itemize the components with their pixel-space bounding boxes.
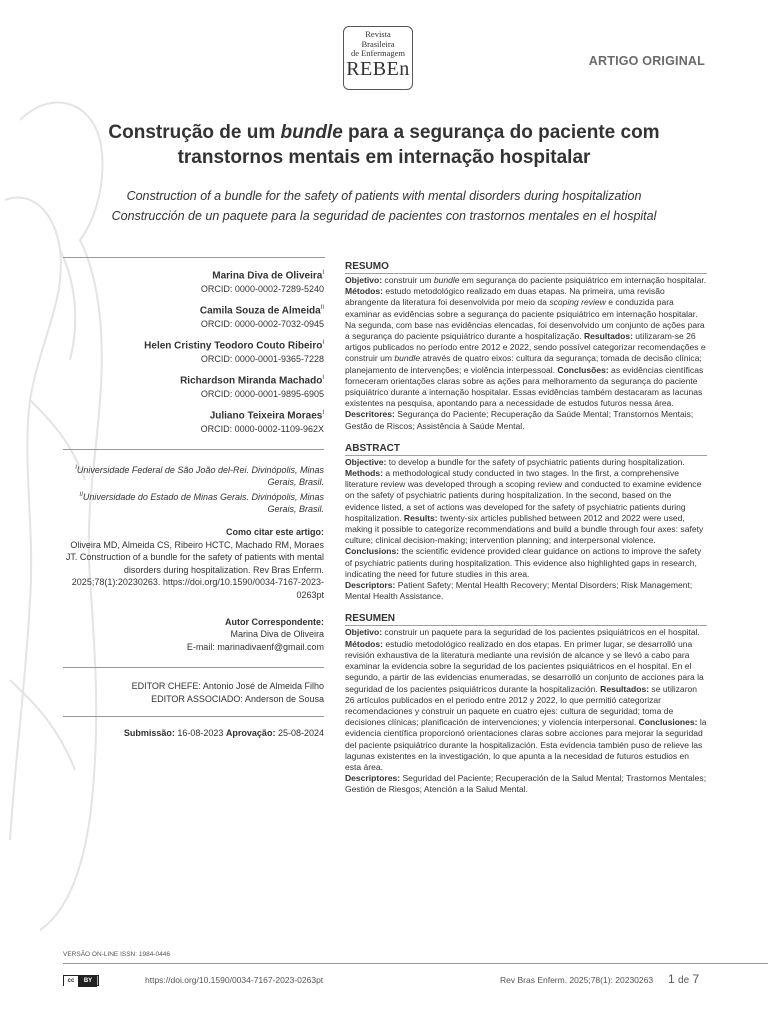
section-rule: [345, 455, 707, 456]
author-affil-mark: II: [320, 304, 324, 311]
author-name: [63, 336, 324, 353]
page-of: de: [678, 975, 690, 986]
subtitles: [60, 186, 708, 226]
footer-citation: Rev Bras Enferm. 2025;78(1): 20230263: [500, 975, 654, 985]
affiliation: [63, 489, 324, 516]
text: Patient Safety; Mental Health Recovery; Mental Disorders; Risk Management; Mental Health Assistance.: [345, 580, 693, 602]
abstract-heading: ABSTRACT: [345, 442, 400, 454]
italic-term: bundle: [394, 353, 421, 364]
logo-line-3: de Enfermagem: [350, 48, 406, 58]
label: Conclusiones:: [638, 717, 698, 728]
label: Objetivo:: [345, 275, 383, 285]
author-name-text: Marina Diva de Oliveira: [212, 270, 323, 282]
author-orcid[interactable]: ORCID: 0000-0001-9365-7228: [200, 354, 324, 365]
text: estudio metodológico realizado en dos etapas. En primer lugar, se desarrolló una revisión exhaustiva de la literatura mediante una revisión de alcance y se llevó a cabo para examinar la evidencia sobre la seguridad de los pacientes psiquiátricos en el hospital. En el segundo, a partir de las evidencias enumeradas, se desarrolló un conjunto de acciones para la seguridad de los pacientes psiquiátricos durante la hospitalización.: [345, 638, 704, 694]
citation-label: Como citar este artigo:: [225, 526, 324, 537]
left-divider: [63, 257, 325, 258]
abstract-section: [345, 442, 707, 603]
author-entry: [63, 406, 324, 436]
text: la evidencia científica proporcionó orientaciones claras sobre acciones para mejorar la seguridad del paciente psiquiátrico durante la hospitalización. Esta evidencia también puso de relieve las lagunas existentes en la investigación, lo que apunta a la necesidad de futuros estudios en esta área.: [345, 717, 707, 772]
text: a methodological study conducted in two stages. In the first, a comprehensive literature review was developed through a scoping review and conducted to examine evidence on the safety of psychiatric patients during hospitalization. In the second, based on the evidence listed, a set of actions was developed for the safety of psychiatric patients during hospitalization.: [345, 468, 702, 523]
author-name: [63, 301, 324, 318]
by-mark: BY: [79, 976, 97, 987]
footer-rule: [63, 963, 768, 964]
affiliation-mark: I: [75, 464, 77, 471]
author-name-text: Juliano Teixeira Moraes: [209, 410, 323, 422]
resumo-text: [345, 275, 707, 432]
resumo-heading: RESUMO: [345, 261, 389, 272]
author-entry: [63, 336, 324, 366]
corresponding-email[interactable]: E-mail: marinadivaenf@gmail.com: [186, 641, 324, 652]
text: em segurança do paciente psiquiátrico em internação hospitalar.: [459, 275, 707, 285]
text: se utilizaron 26 artículos publicados en el periodo entre 2012 y 2022, lo que permitió categorizar recomendaciones y construir un paquete en cuatro ejes: cultura de seguridad; toma de decisiones clínicas; planificación de intervenciones; y violencia interpersonal.: [345, 683, 698, 728]
page-number: [668, 972, 699, 986]
author-orcid[interactable]: ORCID: 0000-0002-7032-0945: [200, 319, 324, 330]
author-column: [63, 266, 324, 739]
abstract-column: [345, 260, 707, 806]
label: Conclusões:: [557, 364, 609, 375]
current-page: 1: [668, 972, 675, 986]
logo-line-2: Brasileira: [361, 38, 395, 49]
title-part-2: para a segurança do paciente com transtornos mentais em internação hospitalar: [177, 122, 660, 168]
text: twenty-six articles published between 2012 and 2022 were used, making it possible to categorize recommendations and build a bundle through four axes: safety culture; clinical decision-making; intervention planning; and interpersonal violence.: [345, 512, 704, 546]
text: estudo metodológico realizado em duas etapas. Na primeira, uma revisão abrangente da literatura foi desenvolvida por meio da: [345, 286, 665, 308]
author-orcid[interactable]: ORCID: 0000-0001-9895-6905: [200, 389, 324, 400]
text: the scientific evidence provided clear guidance on actions to improve the safety of psychiatric patients during hospitalization. This evidence also highlighted gaps in research, indicating the need for future studies in this area.: [345, 546, 702, 579]
divider: [63, 449, 324, 450]
author-orcid[interactable]: ORCID: 0000-0002-7289-5240: [200, 284, 324, 295]
logo-line-4: REBEn: [346, 57, 410, 80]
affiliation: [63, 462, 324, 489]
label: Resultados:: [600, 683, 650, 694]
author-name-text: Richardson Miranda Machado: [180, 375, 323, 387]
cc-mark: cc: [64, 976, 79, 987]
divider: [63, 716, 324, 717]
text: construir um: [382, 275, 434, 285]
corresponding-label: Autor Correspondente:: [225, 616, 324, 627]
resumen-heading: RESUMEN: [345, 613, 396, 625]
italic-term: bundle: [433, 275, 460, 285]
article-title: [60, 120, 708, 170]
italic-term: scoping review: [549, 297, 606, 308]
text: to develop a bundle for the safety of psychiatric patients during hospitalization.: [386, 456, 685, 467]
citation-text: Oliveira MD, Almeida CS, Ribeiro HCTC, Machado RM, Moraes JT. Construction of a bundle for the safety of patients with mental disorders during hospitalization. Rev Bras Enferm. 2025;78(1):20230263. https://doi.org/10.1590/0034-7167-2023-0263pt: [65, 539, 324, 600]
total-pages: 7: [692, 972, 700, 986]
author-affil-mark: I: [322, 409, 324, 416]
resumo-section: [345, 260, 707, 432]
section-rule: [345, 625, 707, 626]
resumen-section: [345, 612, 707, 795]
author-name: [63, 371, 324, 388]
logo-line-1: Revista: [365, 29, 391, 39]
affiliation-mark: II: [79, 491, 83, 498]
text: construir un paquete para la seguridad de los pacientes psiquiátricos en el hospital.: [382, 627, 700, 638]
footer-doi-link[interactable]: https://doi.org/10.1590/0034-7167-2023-0263pt: [145, 975, 324, 985]
text: utilizaram-se 26 artigos publicados no período entre 2012 e 2022, sendo possível categorizar recomendações e construir um: [345, 331, 706, 364]
text: e conduzida para examinar as evidências sobre a segurança do paciente psiquiátrico em internação hospitalar. Na segunda, com base nas evidências elencadas, foi desenvolvido um conjunto de ações para a segurança do paciente psiquiátrico durante a hospitalização.: [345, 297, 705, 342]
author-name-text: Camila Souza de Almeida: [199, 305, 321, 317]
cc-by-license-icon[interactable]: [63, 975, 99, 986]
label: Métodos:: [345, 638, 383, 649]
divider: [63, 667, 324, 668]
text: Segurança do Paciente; Recuperação da Saúde Mental; Transtornos Mentais; Gestão de Riscos; Assistência à Saúde Mental.: [345, 409, 694, 431]
text: as evidências científicas forneceram orientações claras sobre as ações para melhoramento da segurança do paciente psiquiátrico durante a internação hospitalar. Essas evidências também destacaram as lacunas existentes na pesquisa, apontando para a necessidade de estudos futuros nessa área.: [345, 364, 704, 409]
label: Métodos:: [345, 286, 383, 297]
text: através de quatro eixos: cultura da segurança; tomada de decisão clínica; planejamento de intervenções; e violência interpessoal.: [345, 353, 702, 375]
editor-associate: EDITOR ASSOCIADO: Anderson de Sousa: [151, 693, 324, 704]
title-part-1: Construção de um: [108, 122, 281, 143]
abstract-text: [345, 457, 707, 603]
author-affil-mark: I: [322, 374, 324, 381]
label: Resultados:: [584, 331, 633, 342]
author-affil-mark: I: [322, 270, 324, 276]
author-name: [63, 266, 324, 283]
label: Descriptors:: [345, 580, 396, 591]
title-italic-word: bundle: [280, 122, 343, 143]
editor-chief: EDITOR CHEFE: Antonio José de Almeida Filho: [131, 681, 324, 692]
author-name: [63, 406, 324, 423]
journal-logo: [343, 26, 413, 90]
author-entry: [63, 266, 324, 296]
submission-dates: [63, 727, 324, 740]
affiliation-text: Universidade Federal de São João del-Rei. Divinópolis, Minas Gerais, Brasil.: [76, 464, 324, 488]
subtitle-english: Construction of a bundle for the safety of patients with mental disorders during hospitalization: [126, 189, 642, 203]
label: Descriptores:: [345, 773, 401, 784]
author-orcid[interactable]: ORCID: 0000-0002-1109-962X: [200, 424, 324, 435]
author-name-text: Helen Cristiny Teodoro Couto Ribeiro: [144, 340, 323, 352]
label: Objective:: [345, 456, 387, 467]
submission-label: Submissão:: [123, 727, 175, 738]
author-affil-mark: I: [322, 339, 324, 346]
article-type-label: ARTIGO ORIGINAL: [588, 54, 705, 68]
online-version-issn: VERSÃO ON-LINE ISSN: 1984-0446: [63, 951, 170, 958]
approval-label: Aprovação:: [225, 727, 276, 738]
text: Seguridad del Paciente; Recuperación de la Salud Mental; Trastornos Mentales; Gestión de Riesgos; Atención a la Salud Mental.: [345, 773, 707, 795]
label: Methods:: [345, 468, 383, 479]
label: Objetivo:: [345, 627, 383, 638]
approval-date: 25-08-2024: [277, 727, 324, 738]
author-entry: [63, 301, 324, 331]
author-entry: [63, 371, 324, 401]
label: Descritores:: [345, 409, 395, 420]
corresponding-name: Marina Diva de Oliveira: [230, 629, 324, 640]
affiliation-text: Universidade do Estado de Minas Gerais. Divinópolis, Minas Gerais, Brasil.: [82, 491, 324, 515]
section-rule: [345, 273, 707, 274]
submission-date: 16-08-2023: [177, 727, 224, 738]
label: Conclusions:: [345, 546, 400, 557]
subtitle-spanish: Construcción de un paquete para la seguridad de pacientes con trastornos mentales en el hospital: [111, 209, 657, 223]
label: Results:: [403, 512, 438, 523]
resumen-text: [345, 627, 707, 795]
